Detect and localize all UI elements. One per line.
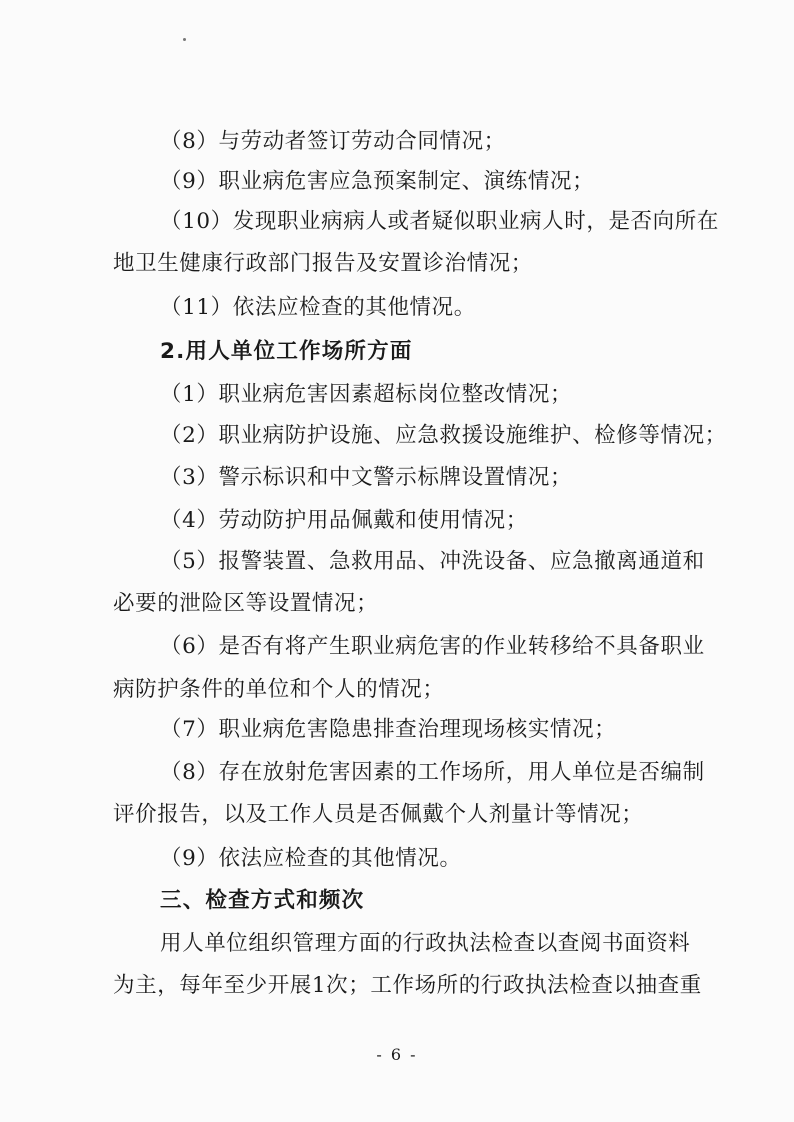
list-item-8-labor-contract: （8）与劳动者签订劳动合同情况； (160, 129, 506, 154)
workplace-item-6-line1: （6）是否有将产生职业病危害的作业转移给不具备职业 (160, 634, 705, 659)
workplace-item-5-line1: （5）报警装置、急救用品、冲洗设备、应急撤离通道和 (160, 549, 705, 574)
workplace-item-2: （2）职业病防护设施、应急救援设施维护、检修等情况； (160, 423, 727, 448)
workplace-item-3: （3）警示标识和中文警示标牌设置情况； (160, 465, 573, 490)
workplace-item-8-line2: 评价报告，以及工作人员是否佩戴个人剂量计等情况； (113, 802, 644, 827)
workplace-item-4: （4）劳动防护用品佩戴和使用情况； (160, 508, 528, 533)
paragraph-inspection-line2: 为主，每年至少开展1次；工作场所的行政执法检查以抽查重 (113, 973, 702, 998)
workplace-item-1: （1）职业病危害因素超标岗位整改情况； (160, 382, 573, 407)
workplace-item-6-line2: 病防护条件的单位和个人的情况； (113, 677, 445, 702)
list-item-10-report-line1: （10）发现职业病病人或者疑似职业病人时，是否向所在 (160, 209, 719, 234)
scan-speck (183, 38, 186, 41)
paragraph-inspection-line1: 用人单位组织管理方面的行政执法检查以查阅书面资料 (160, 931, 691, 956)
section-heading-inspection-method: 三、检查方式和频次 (160, 888, 365, 913)
page-number: - 6 - (376, 1045, 418, 1064)
list-item-9-emergency-plan: （9）职业病危害应急预案制定、演练情况； (160, 169, 595, 194)
workplace-item-5-line2: 必要的泄险区等设置情况； (113, 591, 379, 616)
workplace-item-9: （9）依法应检查的其他情况。 (160, 846, 462, 871)
workplace-item-7: （7）职业病危害隐患排查治理现场核实情况； (160, 717, 617, 742)
list-item-10-report-line2: 地卫生健康行政部门报告及安置诊治情况； (113, 251, 533, 276)
section-heading-workplace: 2.用人单位工作场所方面 (160, 339, 413, 364)
list-item-11-other: （11）依法应检查的其他情况。 (160, 295, 476, 320)
workplace-item-8-line1: （8）存在放射危害因素的工作场所，用人单位是否编制 (160, 760, 705, 785)
